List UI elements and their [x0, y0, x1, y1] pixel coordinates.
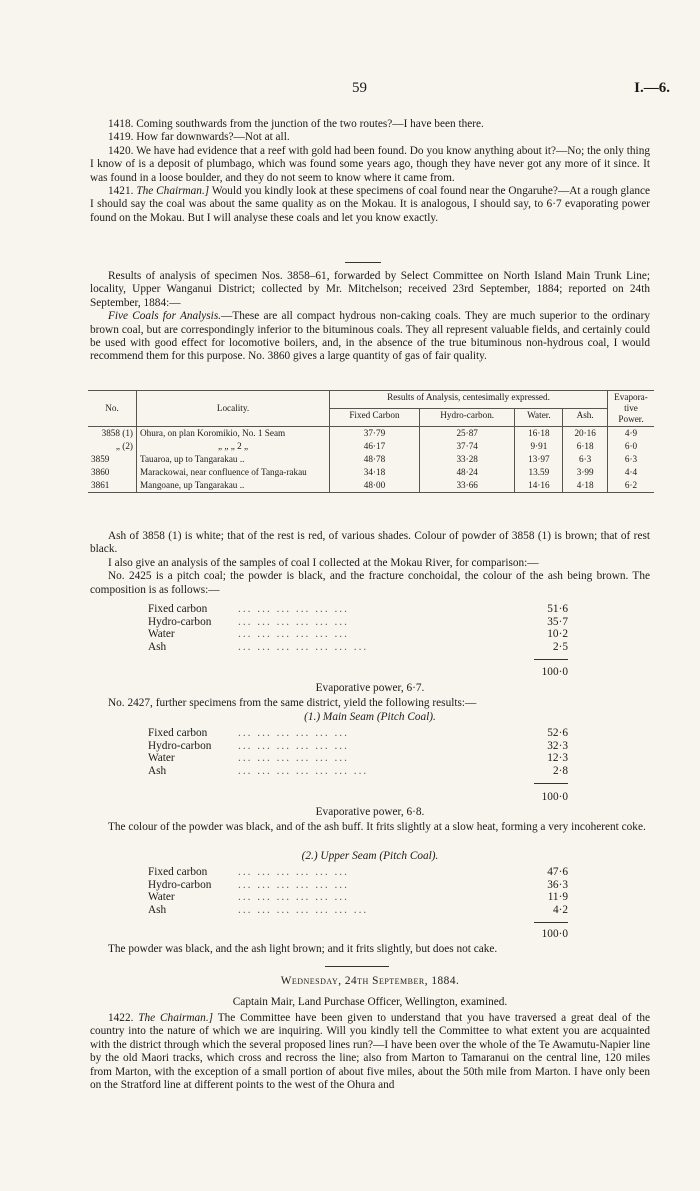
list-item: Ash ... ... ... ... ... ... ... 4·2: [148, 903, 568, 916]
col-water: Water.: [515, 409, 563, 427]
question-1421: 1421. The Chairman.] Would you kindly look at these specimens of coal found near the Ongaruhe?—At a rough glance I should say the coal was about the same quality as on the Mokau. It is analogous, I should say, to 6·7 evaporating power found on the Mokau. But I will analyse these coals and let you know exactly.: [90, 185, 651, 224]
composition-upper-seam: [148, 866, 568, 916]
col-ash: Ash.: [563, 409, 608, 427]
col-results-group: Results of Analysis, centesimally expressed.: [330, 391, 608, 409]
after-table-text: Ash of 3858 (1) is white; that of the rest is red, of various shades. Colour of powder of 3858 (1) is brown; that of rest black. I also give an analysis of the samples of coal I collected at the Mokau River, for comparison:— No. 2425 is a pitch coal; the powder is black, and the fracture conchoidal, the colour of the ash being brown. The composition is as follows:—: [90, 530, 650, 596]
total-value: 100·0: [541, 791, 568, 803]
list-item: Fixed carbon ... ... ... ... ... ... 51·6: [148, 603, 568, 615]
evaporative-power: Evaporative power, 6·8.: [315, 806, 425, 818]
table-row: 3860 Marackowai, near confluence of Tanga-rakau 34·18 48·24 13.59 3·99 4·4: [88, 466, 654, 479]
total-rule: [534, 922, 568, 923]
col-hydro-carbon: Hydro-carbon.: [419, 409, 515, 427]
list-item: Fixed carbon ... ... ... ... ... ... 47·6: [148, 866, 568, 878]
list-item: Hydro-carbon ... ... ... ... ... ... 32·3: [148, 739, 568, 752]
main-seam-heading: (1.) Main Seam (Pitch Coal).: [304, 711, 436, 723]
session-date: Wednesday, 24th September, 1884.: [280, 975, 460, 987]
final-note: The powder was black, and the ash light brown; and it frits slightly, but does not cake.: [108, 943, 498, 955]
analysis-table: [88, 390, 654, 493]
total-value: 100·0: [541, 666, 568, 678]
table-row: 3859 Tauaroa, up to Tangarakau .. 48·78 33·28 13·97 6·3 6·3: [88, 453, 654, 466]
list-item: Hydro-carbon ... ... ... ... ... ... 35·7: [148, 615, 568, 628]
list-item: Water ... ... ... ... ... ... 12·3: [148, 752, 568, 764]
questions-block: [90, 118, 650, 225]
composition-2425: [148, 603, 568, 653]
total-rule: [534, 659, 568, 660]
table-row: 3858 (1) Ohura, on plan Koromikio, No. 1 Seam 37·79 25·87 16·18 20·16 4·9: [88, 427, 654, 441]
list-item: Water ... ... ... ... ... ... 10·2: [148, 628, 568, 640]
page-number: 59: [352, 80, 367, 96]
section-divider: [325, 966, 389, 967]
question-1419: 1419. How far downwards?—Not at all.: [108, 131, 290, 144]
total-rule: [534, 783, 568, 784]
question-1418: 1418. Coming southwards from the junction of the two routes?—I have been there.: [108, 118, 484, 130]
list-item: Fixed carbon ... ... ... ... ... ... 52·6: [148, 727, 568, 739]
page-header: [0, 80, 700, 96]
list-item: Hydro-carbon ... ... ... ... ... ... 36·3: [148, 878, 568, 891]
section-divider: [345, 262, 381, 263]
col-no: No.: [88, 391, 137, 427]
composition-main-seam: [148, 727, 568, 777]
col-locality: Locality.: [137, 391, 330, 427]
list-item: Ash ... ... ... ... ... ... ... 2·8: [148, 764, 568, 777]
list-item: Ash ... ... ... ... ... ... ... 2·5: [148, 640, 568, 653]
witness-line: Captain Mair, Land Purchase Officer, Wellington, examined.: [232, 996, 508, 1008]
evaporative-power: Evaporative power, 6·7.: [315, 682, 425, 694]
powder-note: The colour of the powder was black, and of the ash buff. It frits slightly at a slow heat, forming a very incoherent coke.: [108, 821, 646, 833]
table-row: 3861 Mangoane, up Tangarakau .. 48·00 33·66 14·16 4·18 6·2: [88, 479, 654, 493]
table-row: „ (2) „ „ „ 2 „ 46·17 37·74 9·91 6·18 6·0: [88, 440, 654, 453]
analysis-intro: Results of analysis of specimen Nos. 3858–61, forwarded by Select Committee on North Island Main Trunk Line; locality, Upper Wanganui District; collected by Mr. Mitchelson; received 23rd September, 1884; reported on 24th September, 1884:— Five Coals for Analysis.—These are all compact hydrous non-caking coals. They are much superior to the ordinary brown coal, but are correspondingly inferior to the bituminous coals. They all represent valuable fields, and certainly could be used with good effect for locomotive boilers, and, in the absence of the true bituminous non-hydrous coal, I would recommend them for this purpose. No. 3860 gives a large quantity of gas of fair quality.: [90, 270, 650, 363]
question-1420: 1420. We have had evidence that a reef with gold had been found. Do you know anything about it?—No; the only thing I know of is a deposit of plumbago, which was found some years ago, though they have never got any more of it since. It was found in a loose boulder, and they do not seem to know where it came from.: [90, 144, 650, 184]
upper-seam-heading: (2.) Upper Seam (Pitch Coal).: [301, 850, 439, 862]
document-reference: I.—6.: [634, 80, 670, 96]
five-coals-paragraph: Five Coals for Analysis.—These are all compact hydrous non-caking coals. They are much superior to the ordinary brown coal, but are correspondingly inferior to the bituminous coals. They all represent valuable fields, and certainly could be used with good effect for locomotive boilers, and, in the absence of the true bituminous non-hydrous coal, I would recommend them for this purpose. No. 3860 gives a large quantity of gas of fair quality.: [90, 310, 650, 363]
col-evaporative: Evapora-tive Power.: [608, 391, 655, 427]
list-item: Water ... ... ... ... ... ... 11·9: [148, 891, 568, 903]
total-value: 100·0: [541, 928, 568, 940]
col-fixed-carbon: Fixed Carbon: [330, 409, 420, 427]
question-1422: 1422. The Chairman.] The Committee have been given to understand that you have traversed a great deal of the country into the nature of which we are inquiring. Will you kindly tell the Committee to what extent you are acquainted with the district through which the several proposed lines run?—I have been over the whole of the Te Awamutu-Napier line by the old Maori tracks, which cross and recross the line; also from Marton to Tamaranui on the central line, 120 miles from Marton, with the exception of a small portion of about five miles, about the 50th mile from Marton. I have only been on the Stratford line at different points to the west of the Ohura and: [90, 1012, 651, 1092]
no2427-text: No. 2427, further specimens from the same district, yield the following results:—: [108, 697, 477, 709]
